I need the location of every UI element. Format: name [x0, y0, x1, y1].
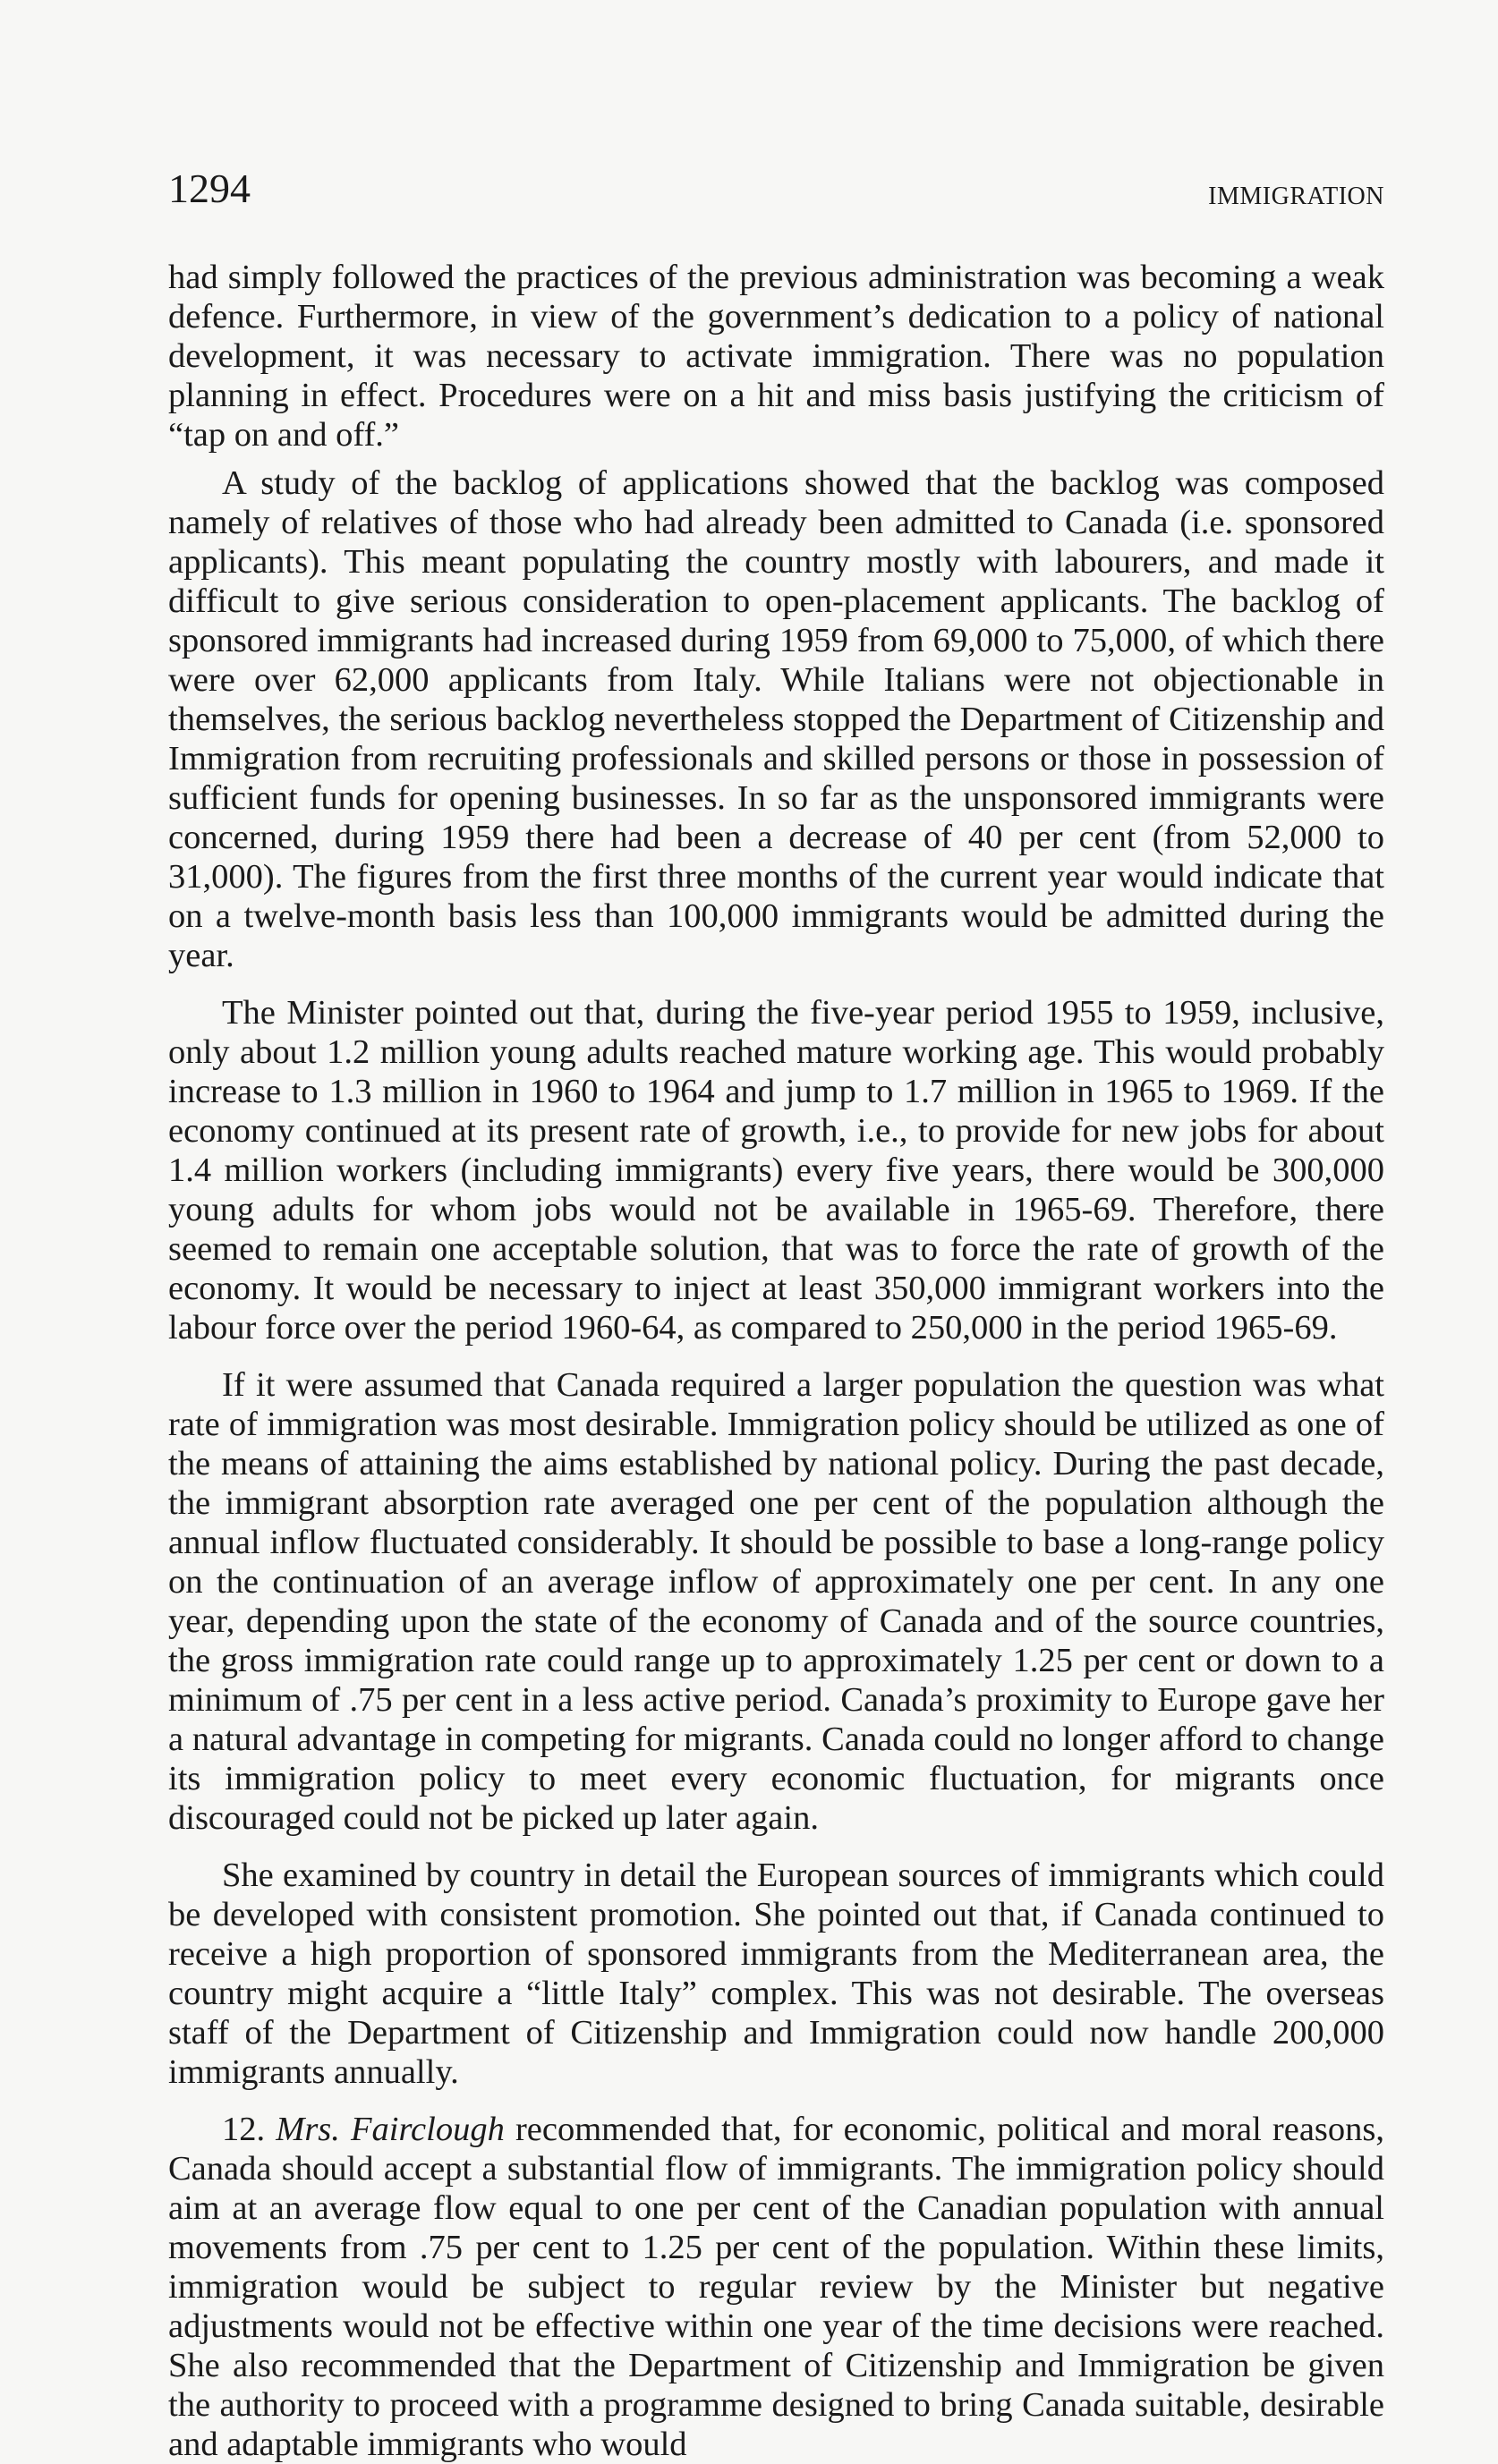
- paragraph-number: 12.: [222, 2111, 266, 2148]
- paragraph-6-text: recommended that, for economic, political and moral reasons, Canada should accept a substantial flow of immigrants. The immigration policy should aim at an average flow equal to one per cent of the Canadian population with annual movements from .75 per cent to 1.25 per cent of the population. Within these limits, immigration would be subject to regular review by the Minister but negative adjustments would not be effective within one year of the time decisions were reached. She also recommended that the Department of Citizenship and Immigration be given the authority to proceed with a programme designed to bring Canada suitable, desirable and adaptable immigrants who would: [168, 2111, 1385, 2463]
- running-head: IMMIGRATION: [1208, 183, 1384, 210]
- speaker-name: Mrs. Fairclough: [276, 2111, 505, 2148]
- paragraph-1: had simply followed the practices of the previous administration was becoming a weak defence. Furthermore, in view of the government’s dedication to a policy of national development, it was necessary to activate immigration. There was no population planning in effect. Procedures were on a hit and miss basis justifying the criticism of “tap on and off.”: [168, 259, 1384, 454]
- paragraph-4: If it were assumed that Canada required a larger population the question was what rate of immigration was most desirable. Immigration policy should be utilized as one of the means of attaining the aims established by national policy. During the past decade, the immigrant absorption rate averaged one per cent of the population although the annual inflow fluctuated considerably. It should be possible to base a long-range policy on the continuation of an average inflow of approximately one per cent. In any one year, depending upon the state of the economy of Canada and of the source countries, the gross immigration rate could range up to approximately 1.25 per cent or down to a minimum of .75 per cent in a less active period. Canada’s proximity to Europe gave her a natural advantage in competing for migrants. Canada could no longer afford to change its immigration policy to meet every economic fluctuation, for migrants once discouraged could not be picked up later again.: [168, 1366, 1384, 1837]
- paragraph-5: She examined by country in detail the European sources of immigrants which could be developed with consistent promotion. She pointed out that, if Canada continued to receive a high proportion of sponsored immigrants from the Mediterranean area, the country might acquire a “little Italy” complex. This was not desirable. The overseas staff of the Department of Citizenship and Immigration could now handle 200,000 immigrants annually.: [168, 1856, 1384, 2091]
- paragraph-2: A study of the backlog of applications showed that the backlog was composed namely of relatives of those who had already been admitted to Canada (i.e. sponsored applicants). This meant populating the country mostly with labourers, and made it difficult to give serious consideration to open-placement applicants. The backlog of sponsored immigrants had increased during 1959 from 69,000 to 75,000, of which there were over 62,000 applicants from Italy. While Italians were not objectionable in themselves, the serious backlog nevertheless stopped the Department of Citizenship and Immigration from recruiting professionals and skilled persons or those in possession of sufficient funds for opening businesses. In so far as the unsponsored immigrants were concerned, during 1959 there had been a decrease of 40 per cent (from 52,000 to 31,000). The figures from the first three months of the current year would indicate that on a twelve-month basis less than 100,000 immigrants would be admitted during the year.: [168, 464, 1384, 974]
- body-text: [168, 258, 1384, 2464]
- paragraph-3: The Minister pointed out that, during the five-year period 1955 to 1959, inclusive, only about 1.2 million young adults reached mature working age. This would probably increase to 1.3 million in 1960 to 1964 and jump to 1.7 million in 1965 to 1969. If the economy continued at its present rate of growth, i.e., to provide for new jobs for about 1.4 million workers (including immigrants) every five years, there would be 300,000 young adults for whom jobs would not be available in 1965-69. Therefore, there seemed to remain one acceptable solution, that was to force the rate of growth of the economy. It would be necessary to inject at least 350,000 immigrant workers into the labour force over the period 1960-64, as compared to 250,000 in the period 1965-69.: [168, 994, 1384, 1347]
- paragraph-6: [168, 2110, 1384, 2464]
- page-number: 1294: [168, 166, 251, 211]
